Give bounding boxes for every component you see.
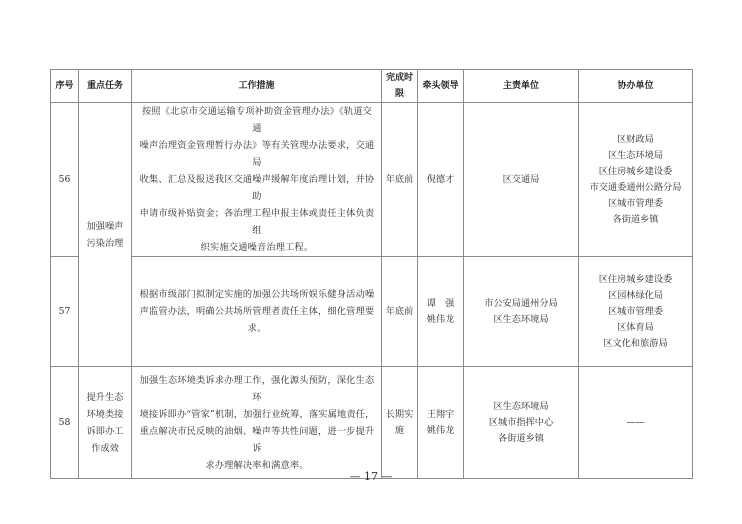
key-task-line: 提升生态 xyxy=(86,391,124,403)
header-no: 序号 xyxy=(51,70,79,103)
header-measure: 工作措施 xyxy=(132,70,382,103)
assist-unit: 区园林绿化局 xyxy=(607,289,664,301)
assist-unit: 区生态环境局 xyxy=(607,149,664,161)
deadline-cell: 长期实施 xyxy=(382,367,418,479)
measure-line: 根据市级部门拟制定实施的加强公共场所娱乐健身活动噪 xyxy=(139,289,375,300)
assist-unit: 区城市管理委 xyxy=(607,197,664,209)
header-lead-unit: 主责单位 xyxy=(464,70,579,103)
table-row xyxy=(51,257,693,367)
leader-name: 王翔宇 xyxy=(426,408,455,420)
measure-line: 求办理解决率和满意率。 xyxy=(205,459,309,471)
header-task: 重点任务 xyxy=(79,70,132,103)
assist-unit-none: —— xyxy=(626,416,645,428)
leader-name: 倪德才 xyxy=(426,173,455,185)
measure-line: 织实施交通噪音治理工程。 xyxy=(200,242,314,253)
measure-line: 申请市级补贴资金；各治理工程申报主体或责任主体负责组 xyxy=(139,208,375,236)
lead-unit-cell xyxy=(464,103,579,257)
measure-line: 噪声治理资金管理暂行办法》等有关管理办法要求，交通局 xyxy=(139,140,375,168)
lead-unit-cell xyxy=(464,257,579,367)
leader-cell xyxy=(418,367,464,479)
key-task-line: 环境类接 xyxy=(86,408,124,420)
leader-cell xyxy=(418,257,464,367)
key-task-line: 作成效 xyxy=(91,442,119,454)
lead-unit-cell xyxy=(464,367,579,479)
lead-unit: 区城市指挥中心 xyxy=(488,416,554,428)
leader-name: 谭 强 xyxy=(426,297,455,309)
table-row xyxy=(51,367,693,479)
assist-unit-cell xyxy=(579,103,693,257)
assist-unit: 区体育局 xyxy=(617,321,654,333)
key-task-cell xyxy=(79,367,132,479)
assist-unit: 区城市管理委 xyxy=(607,305,664,317)
assist-unit: 区住房城乡建设委 xyxy=(598,273,673,285)
measure-line: 重点解决市民反映的油烟、噪声等共性问题，进一步提升诉 xyxy=(139,425,375,454)
measure-cell xyxy=(132,367,382,479)
assist-unit: 各街道乡镇 xyxy=(612,213,659,225)
lead-unit: 市公安局通州分局 xyxy=(484,297,558,309)
measure-line: 境接诉即办“管家”机制，加强行业统筹，落实属地责任， xyxy=(139,408,375,420)
page-number: — 17 — xyxy=(349,470,393,483)
row-number: 56 xyxy=(51,103,79,257)
assist-unit-cell xyxy=(579,367,693,479)
leader-cell xyxy=(418,103,464,257)
table-row xyxy=(51,103,693,257)
leader-name: 姚伟龙 xyxy=(426,424,455,436)
deadline-cell: 年底前 xyxy=(382,257,418,367)
lead-unit: 各街道乡镇 xyxy=(498,432,544,444)
lead-unit: 区交通局 xyxy=(502,173,540,185)
assist-unit-cell xyxy=(579,257,693,367)
measure-cell xyxy=(132,103,382,257)
key-task-line: 污染治理 xyxy=(86,237,124,249)
header-row xyxy=(51,70,693,103)
measure-line: 声监管办法，明确公共场所管理者责任主体，细化管理要求。 xyxy=(139,306,375,334)
row-number: 58 xyxy=(51,367,79,479)
key-task-line: 加强噪声 xyxy=(86,220,124,232)
row-number: 57 xyxy=(51,257,79,367)
work-plan-table xyxy=(50,69,693,479)
key-task-line: 诉即办工 xyxy=(86,425,124,437)
assist-unit: 市交通委通州公路分局 xyxy=(589,181,682,193)
measure-line: 收集、汇总及报送我区交通噪声缓解年度治理计划，并协助 xyxy=(139,174,375,202)
key-task-cell xyxy=(79,103,132,367)
measure-line: 按照《北京市交通运输专项补助资金管理办法》《轨道交通 xyxy=(141,106,373,134)
header-assist-unit: 协办单位 xyxy=(579,70,693,103)
assist-unit: 区财政局 xyxy=(617,133,654,145)
leader-name: 姚伟龙 xyxy=(426,313,455,325)
assist-unit: 区住房城乡建设委 xyxy=(598,165,673,177)
assist-unit: 区文化和旅游局 xyxy=(603,337,668,349)
measure-cell xyxy=(132,257,382,367)
header-leader: 牵头领导 xyxy=(418,70,464,103)
lead-unit: 区生态环境局 xyxy=(493,313,549,325)
deadline-cell: 年底前 xyxy=(382,103,418,257)
header-deadline: 完成时限 xyxy=(382,70,418,103)
lead-unit: 区生态环境局 xyxy=(493,400,549,412)
measure-line: 加强生态环境类诉求办理工作，强化源头预防，深化生态环 xyxy=(139,374,375,403)
